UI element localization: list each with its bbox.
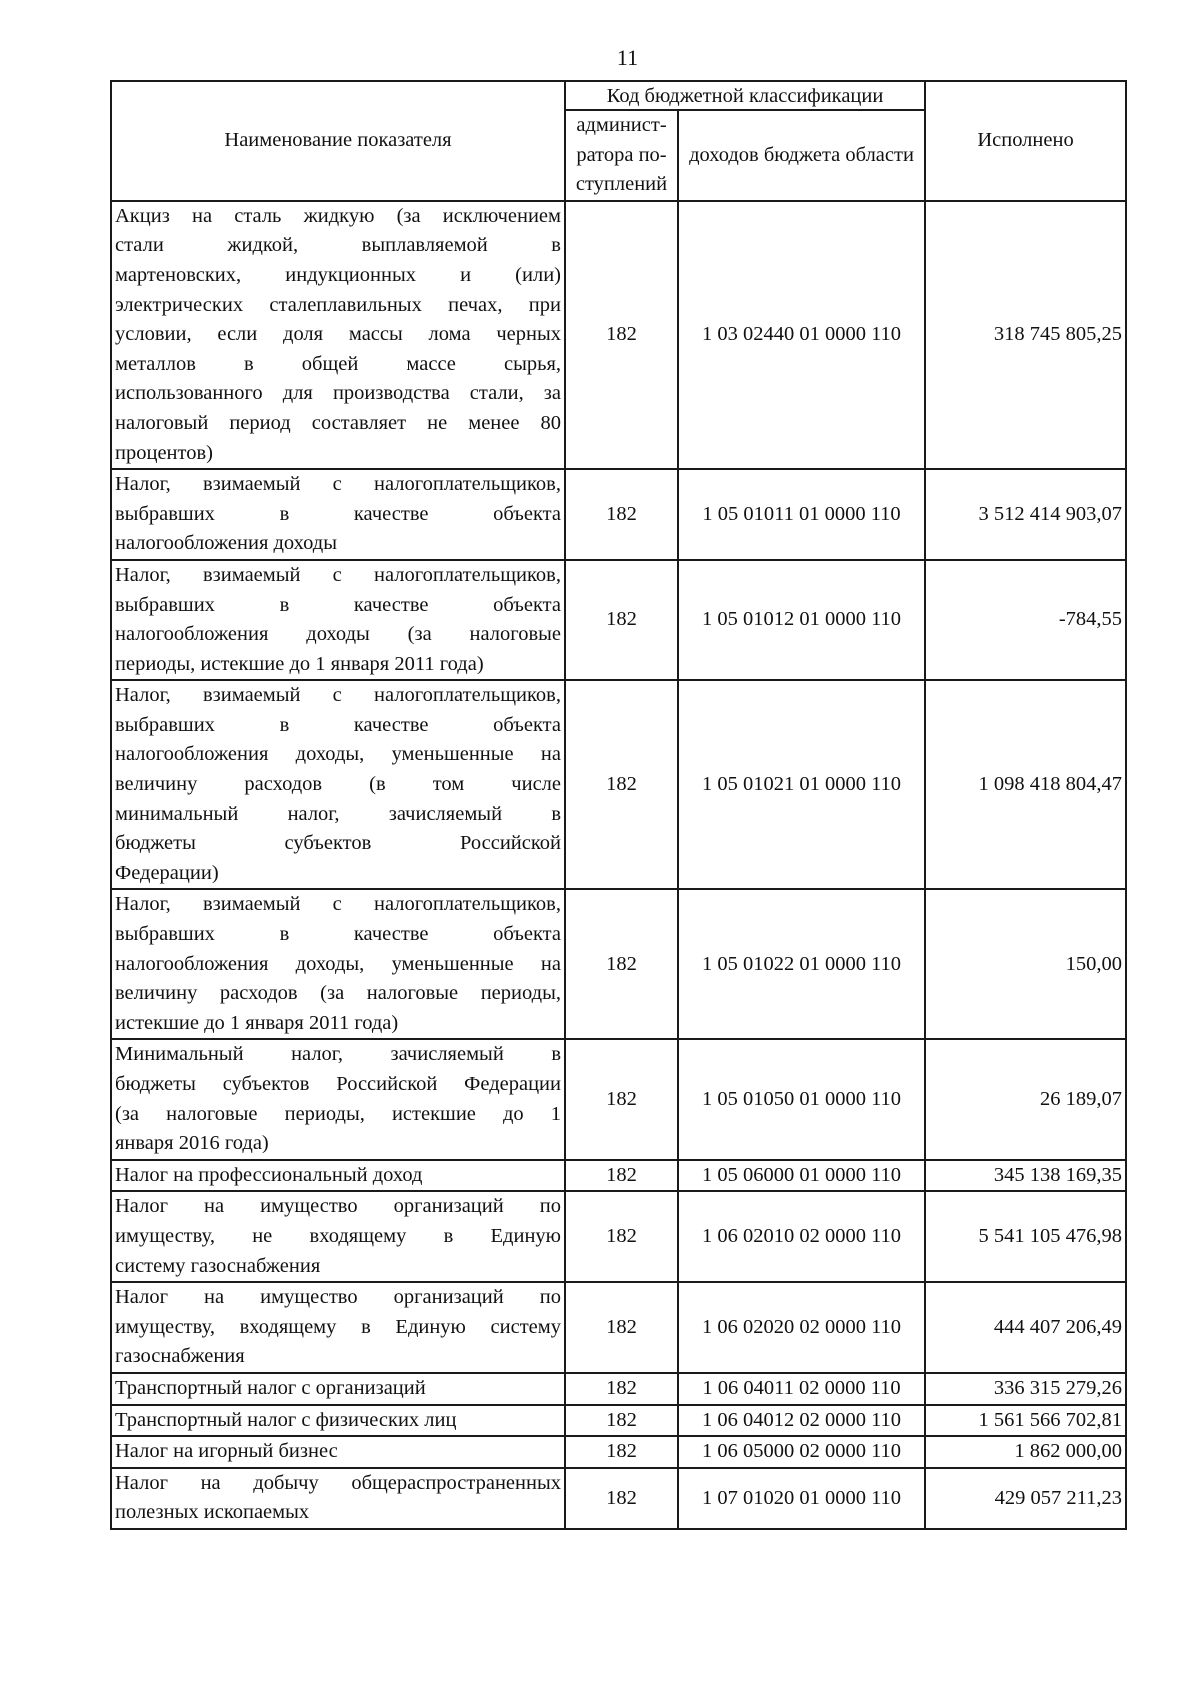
admin-code: 182 bbox=[565, 1373, 678, 1405]
indicator-name-line: налоговый период составляет не менее 80 bbox=[115, 411, 561, 434]
indicator-name-line: Налог на имущество организаций по bbox=[115, 1286, 561, 1309]
indicator-name bbox=[111, 680, 565, 889]
executed-amount: -784,55 bbox=[925, 560, 1126, 680]
indicator-name bbox=[111, 1282, 565, 1373]
indicator-name-line: января 2016 года) bbox=[115, 1132, 269, 1155]
indicator-name-line: выбравших в качестве объекта bbox=[115, 713, 561, 736]
indicator-name bbox=[111, 1373, 565, 1405]
indicator-name-line: бюджеты субъектов Российской bbox=[115, 832, 561, 855]
table-row bbox=[111, 1436, 1126, 1468]
indicator-name-line: налогообложения доходы, уменьшенные на bbox=[115, 743, 561, 766]
indicator-name-line: Акциз на сталь жидкую (за исключением bbox=[115, 204, 561, 227]
indicator-name-line: использованного для производства стали, за bbox=[115, 382, 561, 405]
indicator-name-line: Транспортный налог с организаций bbox=[115, 1376, 426, 1399]
executed-amount: 150,00 bbox=[925, 889, 1126, 1039]
header-admin-line: админист- bbox=[576, 114, 667, 136]
indicator-name-line: выбравших в качестве объекта bbox=[115, 502, 561, 525]
indicator-name-line: Налог, взимаемый с налогоплательщиков, bbox=[115, 473, 561, 496]
admin-code: 182 bbox=[565, 1405, 678, 1437]
indicator-name bbox=[111, 1405, 565, 1437]
executed-amount: 3 512 414 903,07 bbox=[925, 469, 1126, 560]
table-row bbox=[111, 560, 1126, 680]
table-row bbox=[111, 1282, 1126, 1373]
indicator-name-line: полезных ископаемых bbox=[115, 1501, 310, 1524]
admin-code: 182 bbox=[565, 680, 678, 889]
executed-amount: 336 315 279,26 bbox=[925, 1373, 1126, 1405]
indicator-name bbox=[111, 201, 565, 469]
table-row bbox=[111, 1191, 1126, 1282]
page-number: 11 bbox=[616, 45, 639, 70]
admin-code: 182 bbox=[565, 201, 678, 469]
table-row bbox=[111, 889, 1126, 1039]
admin-code: 182 bbox=[565, 1191, 678, 1282]
budget-revenue-table bbox=[110, 80, 1127, 1530]
executed-amount: 1 098 418 804,47 bbox=[925, 680, 1126, 889]
table-row bbox=[111, 1373, 1126, 1405]
indicator-name bbox=[111, 1160, 565, 1192]
table-row bbox=[111, 1039, 1126, 1159]
indicator-name-line: величину расходов (за налоговые периоды, bbox=[115, 982, 561, 1005]
admin-code: 182 bbox=[565, 469, 678, 560]
executed-amount: 345 138 169,35 bbox=[925, 1160, 1126, 1192]
header-income: доходов бюджета области bbox=[678, 110, 925, 201]
indicator-name-line: выбравших в качестве объекта bbox=[115, 923, 561, 946]
income-code: 1 06 05000 02 0000 110 bbox=[678, 1436, 925, 1468]
indicator-name-line: (за налоговые периоды, истекшие до 1 bbox=[115, 1102, 561, 1125]
executed-amount: 1 862 000,00 bbox=[925, 1436, 1126, 1468]
income-code: 1 05 01022 01 0000 110 bbox=[678, 889, 925, 1039]
indicator-name-line: Налог на профессиональный доход bbox=[115, 1163, 423, 1186]
indicator-name-line: истекшие до 1 января 2011 года) bbox=[115, 1011, 399, 1034]
indicator-name-line: Налог, взимаемый с налогоплательщиков, bbox=[115, 893, 561, 916]
indicator-name-line: процентов) bbox=[115, 441, 213, 464]
income-code: 1 05 01021 01 0000 110 bbox=[678, 680, 925, 889]
indicator-name-line: Налог на имущество организаций по bbox=[115, 1195, 561, 1218]
indicator-name-line: условии, если доля массы лома черных bbox=[115, 323, 561, 346]
indicator-name-line: имуществу, входящему в Единую систему bbox=[115, 1315, 561, 1338]
indicator-name-line: выбравших в качестве объекта bbox=[115, 593, 561, 616]
header-row-top bbox=[111, 81, 1126, 110]
indicator-name-line: налогообложения доходы, уменьшенные на bbox=[115, 952, 561, 975]
indicator-name-line: Налог, взимаемый с налогоплательщиков, bbox=[115, 563, 561, 586]
indicator-name-line: Транспортный налог с физических лиц bbox=[115, 1408, 457, 1431]
indicator-name-line: минимальный налог, зачисляемый в bbox=[115, 802, 561, 825]
admin-code: 182 bbox=[565, 1160, 678, 1192]
indicator-name-line: металлов в общей массе сырья, bbox=[115, 352, 561, 375]
header-indicator-name: Наименование показателя bbox=[111, 81, 565, 201]
income-code: 1 06 04011 02 0000 110 bbox=[678, 1373, 925, 1405]
header-admin-line: ратора по- bbox=[576, 143, 667, 166]
table-row bbox=[111, 1160, 1126, 1192]
indicator-name-line: Налог на добычу общераспространенных bbox=[115, 1471, 561, 1494]
indicator-name bbox=[111, 560, 565, 680]
income-code: 1 03 02440 01 0000 110 bbox=[678, 201, 925, 469]
table-row bbox=[111, 201, 1126, 469]
indicator-name bbox=[111, 889, 565, 1039]
header-classification-code: Код бюджетной классификации bbox=[565, 81, 925, 110]
admin-code: 182 bbox=[565, 1039, 678, 1159]
table-body bbox=[111, 201, 1126, 1529]
indicator-name bbox=[111, 1191, 565, 1282]
indicator-name-line: Минимальный налог, зачисляемый в bbox=[115, 1043, 561, 1066]
admin-code: 182 bbox=[565, 1436, 678, 1468]
indicator-name-line: имуществу, не входящему в Единую bbox=[115, 1224, 561, 1247]
admin-code: 182 bbox=[565, 560, 678, 680]
indicator-name-line: мартеновских, индукционных и (или) bbox=[115, 263, 561, 286]
admin-code: 182 bbox=[565, 1468, 678, 1529]
executed-amount: 429 057 211,23 bbox=[925, 1468, 1126, 1529]
income-code: 1 07 01020 01 0000 110 bbox=[678, 1468, 925, 1529]
indicator-name-line: налогообложения доходы (за налоговые bbox=[115, 623, 561, 646]
admin-code: 182 bbox=[565, 889, 678, 1039]
indicator-name-line: систему газоснабжения bbox=[115, 1254, 321, 1277]
indicator-name-line: налогообложения доходы bbox=[115, 532, 338, 555]
header-admin bbox=[565, 110, 678, 201]
income-code: 1 06 04012 02 0000 110 bbox=[678, 1405, 925, 1437]
executed-amount: 318 745 805,25 bbox=[925, 201, 1126, 469]
indicator-name bbox=[111, 469, 565, 560]
indicator-name-line: стали жидкой, выплавляемой в bbox=[115, 234, 561, 257]
executed-amount: 444 407 206,49 bbox=[925, 1282, 1126, 1373]
executed-amount: 26 189,07 bbox=[925, 1039, 1126, 1159]
income-code: 1 05 01011 01 0000 110 bbox=[678, 469, 925, 560]
header-executed: Исполнено bbox=[925, 81, 1126, 201]
indicator-name-line: электрических сталеплавильных печах, при bbox=[115, 293, 561, 316]
executed-amount: 1 561 566 702,81 bbox=[925, 1405, 1126, 1437]
income-code: 1 06 02020 02 0000 110 bbox=[678, 1282, 925, 1373]
table-row bbox=[111, 469, 1126, 560]
header-admin-line: ступлений bbox=[575, 173, 668, 196]
indicator-name-line: Федерации) bbox=[115, 861, 219, 884]
income-code: 1 05 06000 01 0000 110 bbox=[678, 1160, 925, 1192]
indicator-name bbox=[111, 1436, 565, 1468]
indicator-name-line: величину расходов (в том числе bbox=[115, 773, 561, 796]
admin-code: 182 bbox=[565, 1282, 678, 1373]
indicator-name-line: газоснабжения bbox=[115, 1345, 245, 1368]
indicator-name-line: периоды, истекшие до 1 января 2011 года) bbox=[115, 652, 484, 675]
income-code: 1 06 02010 02 0000 110 bbox=[678, 1191, 925, 1282]
income-code: 1 05 01050 01 0000 110 bbox=[678, 1039, 925, 1159]
indicator-name-line: бюджеты субъектов Российской Федерации bbox=[115, 1073, 561, 1095]
table-row bbox=[111, 1405, 1126, 1437]
executed-amount: 5 541 105 476,98 bbox=[925, 1191, 1126, 1282]
income-code: 1 05 01012 01 0000 110 bbox=[678, 560, 925, 680]
table-row bbox=[111, 680, 1126, 889]
indicator-name bbox=[111, 1039, 565, 1159]
indicator-name-line: Налог, взимаемый с налогоплательщиков, bbox=[115, 684, 561, 707]
indicator-name-line: Налог на игорный бизнес bbox=[115, 1440, 338, 1463]
blank-area bbox=[0, 1520, 1200, 1696]
